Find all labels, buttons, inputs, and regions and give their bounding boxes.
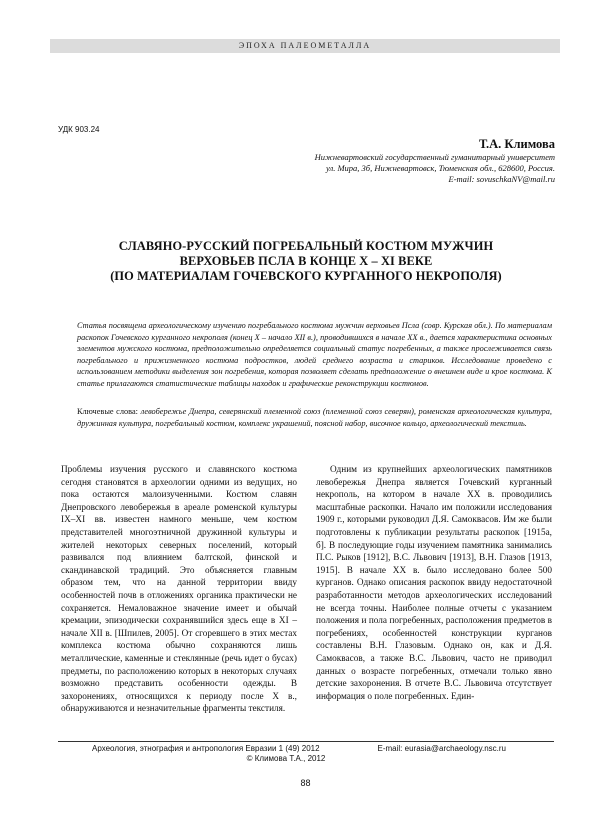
udk-code: УДК 903.24 (58, 125, 100, 134)
affiliation-line: ул. Мира, 3б, Нижневартовск, Тюменская обл., 628600, Россия. (325, 163, 555, 173)
author-affiliation (225, 152, 555, 185)
footer-divider (58, 741, 554, 742)
paragraph: Одним из крупнейших археологических памятников левобережья Днепра является Гочевский курганный некрополь, на котором в начале XX в. проводились масштабные раскопки. Начало им положили исследования 1909 г., которыми руководил Д.Я. Самоквасов. Им же были подготовлены к публикации результаты раскопок [1915а, б]. В последующие годы изучением памятника занимались П.С. Рыков [1912], В.С. Львович [1913], В.Н. Глазов [1913, 1915]. В начале XX в. было исследовано более 500 курганов. Однако описания раскопок ввиду недостаточной разработанности методов археологических исследований не всегда точны. Наиболее полные отчеты с указанием положения и пола погребенных, расположения предметов в погребениях, особенностей конструкции курганов составлены В.Н. Глазовым. Однако он, как и Д.Я. Самоквасов, а также В.С. Львович, часто не приводил данных о возрасте погребенных, отмечали только явно детские захоронения. В отчете В.С. Львовича отсутствует информация о поле погребенных. Един- (316, 465, 552, 702)
title-line: СЛАВЯНО-РУССКИЙ ПОГРЕБАЛЬНЫЙ КОСТЮМ МУЖЧИН (118, 239, 494, 253)
keywords-list: левобережье Днепра, северянский племенной союз (племенной союз северян), роменская археологическая культура, дружинная культура, погребальный костюм, комплекс украшений, поясной набор, височное кольцо, археологический текстиль. (77, 407, 552, 428)
page-number: 88 (300, 778, 311, 788)
title-line: (ПО МАТЕРИАЛАМ ГОЧЕВСКОГО КУРГАННОГО НЕКРОПОЛЯ) (110, 269, 502, 283)
affiliation-line: Нижневартовский государственный гуманитарный университет (314, 152, 555, 162)
journal-citation: Археология, этнография и антропология Евразии 1 (49) 2012 (92, 744, 320, 753)
body-column-right (316, 464, 552, 703)
running-header: ЭПОХА ПАЛЕОМЕТАЛЛА (50, 39, 560, 53)
copyright: © Климова Т.А., 2012 (246, 754, 326, 763)
paragraph: Проблемы изучения русского и славянского костюма сегодня становятся в археологии одними из ведущих, но пока остаются малоизученными. Костюм славян Днепровского левобережья в ареале роменской культуры IX–XI вв. известен намного меньше, чем костюм представителей многоэтничной дружинной культуры и жителей некоторых северных поселений, который развивался под влиянием балтской, финской и скандинавской традиций. Это объясняется главным образом тем, что на данной территории ввиду особенностей почв в отложениях органика практически не сохраняется. Немаловажное значение имеет и обычай кремации, эпизодически сохранявшийся здесь еще в XI – начале XII в. [Шпилев, 2005]. От сгоревшего в этих местах комплекса костюма обычно сохраняются лишь металлические, каменные и стеклянные (речь идет о бусах) предметы, по расположению которых в некоторых случаях возможно представить особенности одежды. В захоронениях, относящихся к периоду после X в., обнаруживаются и незначительные фрагменты текстиля. (61, 465, 297, 715)
article-title (60, 239, 552, 284)
body-column-left (61, 464, 297, 716)
keywords-label: Ключевые слова: (77, 407, 138, 416)
journal-email: E-mail: eurasia@archaeology.nsc.ru (377, 744, 506, 753)
author-name: Т.А. Климова (478, 137, 555, 151)
footer (58, 744, 554, 764)
title-line: ВЕРХОВЬЕВ ПСЛА В КОНЦЕ X – XI ВЕКЕ (179, 254, 433, 268)
affiliation-email: E-mail: sovuschkaNV@mail.ru (448, 174, 555, 184)
abstract: Статья посвящена археологическому изучению погребального костюма мужчин верховьев Псла (совр. Курская обл.). По материалам раскопок Гочевского курганного некрополя (конец X – начало XII в.), проводившихся в начале XX в., дается характеристика основных элементов мужского костюма, предположительно определяется социальный статус погребенных, а также прослеживается связь погребального и прижизненного костюма подростков, людей среднего возраста и стариков. Исследование проведено с использованием методики выделения зон погребения, которая позволяет сделать предположение о внешнем виде и крое костюма. К статье прилагаются статистические таблицы находок и графические реконструкции костюмов. (77, 321, 552, 388)
keywords (77, 406, 552, 429)
